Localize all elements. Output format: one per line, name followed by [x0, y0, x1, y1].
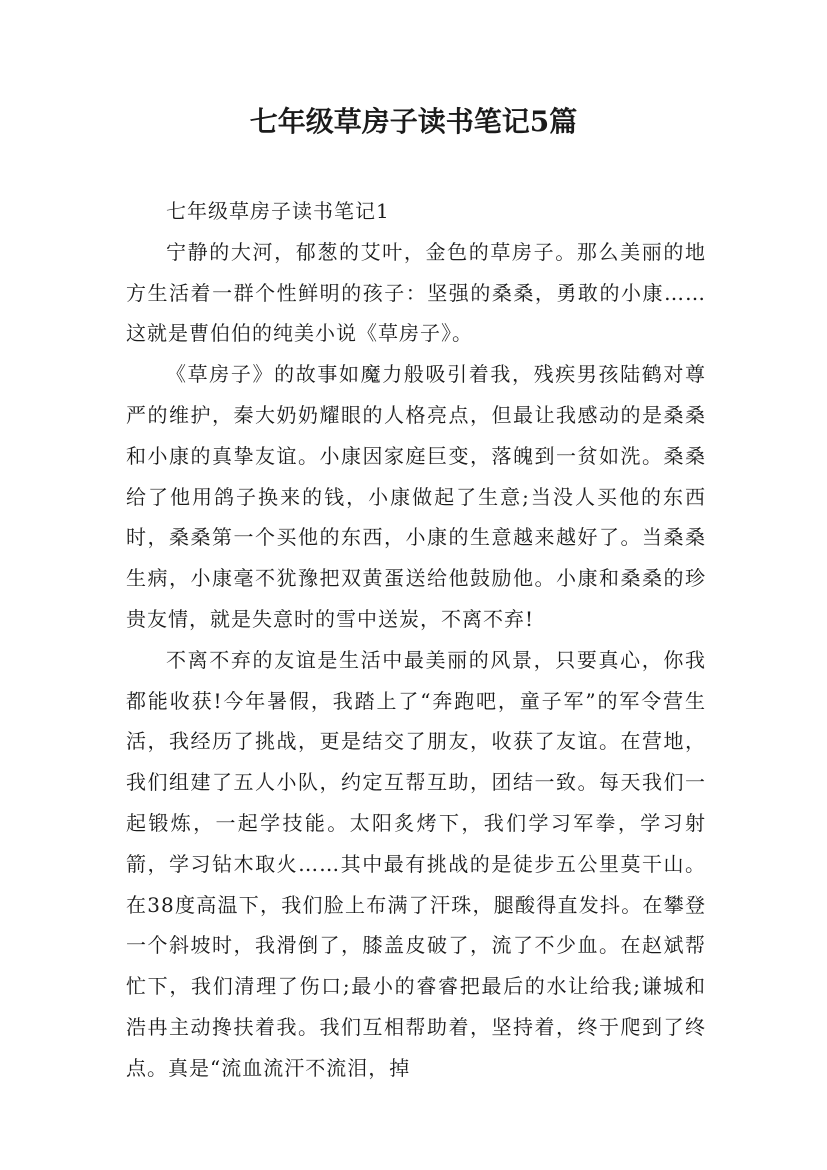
section-heading: 七年级草房子读书笔记1 [166, 199, 390, 223]
paragraph-3: 不离不弃的友谊是生活中最美丽的风景，只要真心，你我都能收获!今年暑假，我踏上了“奔跑吧，童子军”的军令营生活，我经历了挑战，更是结交了朋友，收获了友谊。在营地，我们组建了五人小队，约定互帮互助，团结一致。每天我们一起锻炼，一起学技能。太阳炙烤下，我们学习军拳，学习射箭，学习钻木取火……其中最有挑战的是徒步五公里莫干山。在38度高温下，我们脸上布满了汗珠，腿酸得直发抖。在攀登一个斜坡时，我滑倒了，膝盖皮破了，流了不少血。在赵斌帮忙下，我们清理了伤口;最小的睿睿把最后的水让给我;谦城和浩冉主动搀扶着我。我们互相帮助着，坚持着，终于爬到了终点。真是“流血流汗不流泪，掉 [126, 647, 706, 1080]
paragraph-2: 《草房子》的故事如魔力般吸引着我，残疾男孩陆鹤对尊严的维护，秦大奶奶耀眼的人格亮点，但最让我感动的是桑桑和小康的真挚友谊。小康因家庭巨变，落魄到一贫如洗。桑桑给了他用鸽子换来的钱，小康做起了生意;当没人买他的东西时，桑桑第一个买他的东西，小康的生意越来越好了。当桑桑生病，小康毫不犹豫把双黄蛋送给他鼓励他。小康和桑桑的珍贵友情，就是失意时的雪中送炭，不离不弃! [126, 362, 706, 631]
paragraph-1: 宁静的大河，郁葱的艾叶，金色的草房子。那么美丽的地方生活着一群个性鲜明的孩子：坚强的桑桑，勇敢的小康……这就是曹伯伯的纯美小说《草房子》。 [126, 239, 706, 346]
document-title: 七年级草房子读书笔记5篇 [249, 105, 578, 138]
document-body [126, 191, 706, 1089]
